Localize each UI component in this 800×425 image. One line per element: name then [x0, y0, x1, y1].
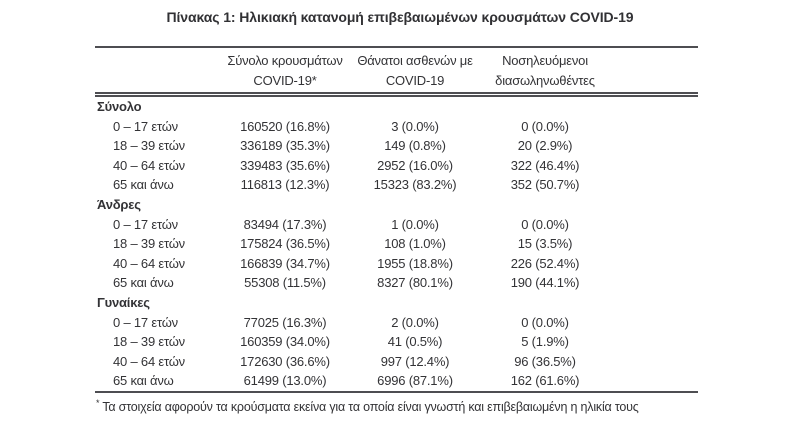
cases-cell: 339483 (35.6%)	[240, 157, 330, 173]
cases-cell: 83494 (17.3%)	[243, 216, 327, 232]
deaths-cell: 149 (0.8%)	[384, 138, 446, 154]
deaths-cell: 2952 (16.0%)	[377, 157, 453, 173]
deaths-cell: 41 (0.5%)	[387, 334, 443, 350]
table-row	[95, 215, 698, 235]
table-row	[95, 273, 698, 293]
cases-cell: 160520 (16.8%)	[240, 118, 330, 134]
page-title: Πίνακας 1: Ηλικιακή κατανομή επιβεβαιωμένων κρουσμάτων COVID-19	[166, 9, 634, 25]
intubated-cell: 0 (0.0%)	[521, 216, 569, 232]
table-row	[95, 371, 698, 392]
deaths-cell: 15323 (83.2%)	[373, 177, 457, 193]
age-cell: 40 – 64 ετών	[113, 255, 185, 271]
header-deaths-line1: Θάνατοι ασθενών με	[357, 53, 473, 68]
table-row	[95, 117, 698, 137]
section-header-row	[95, 195, 698, 215]
age-cell: 65 και άνω	[113, 373, 174, 389]
age-cell: 0 – 17 ετών	[113, 314, 178, 330]
header-total-cases-line2: COVID-19*	[253, 72, 317, 88]
filler-cell	[615, 136, 698, 156]
header-filler-cell	[615, 47, 698, 95]
deaths-cell: 1 (0.0%)	[391, 216, 439, 232]
table-row	[95, 136, 698, 156]
header-deaths-line2: COVID-19	[385, 72, 445, 88]
header-deaths	[355, 47, 475, 95]
filler-cell	[615, 215, 698, 235]
age-cell: 40 – 64 ετών	[113, 157, 185, 173]
footnote	[96, 398, 800, 414]
header-intubated	[475, 47, 615, 95]
filler-cell	[615, 273, 698, 293]
table-row	[95, 332, 698, 352]
table-body	[95, 95, 698, 392]
intubated-cell: 5 (1.9%)	[521, 334, 569, 350]
cases-cell: 160359 (34.0%)	[240, 334, 330, 350]
cases-cell: 55308 (11.5%)	[244, 275, 326, 291]
filler-cell	[615, 117, 698, 137]
deaths-cell: 108 (1.0%)	[384, 236, 446, 252]
header-total-cases-line1: Σύνολο κρουσμάτων	[227, 53, 343, 68]
footnote-text: Τα στοιχεία αφορούν τα κρούσματα εκείνα για τα οποία είναι γνωστή και επιβεβαιωμένη η ηλικία τους	[102, 400, 639, 415]
deaths-cell: 1955 (18.8%)	[377, 255, 453, 271]
table-row	[95, 313, 698, 333]
header-intubated-line1: Νοσηλευόμενοι	[502, 53, 588, 68]
age-cell: 18 – 39 ετών	[113, 334, 185, 350]
intubated-cell: 0 (0.0%)	[521, 314, 569, 330]
age-cell: 18 – 39 ετών	[113, 236, 185, 252]
age-cell: 18 – 39 ετών	[113, 138, 185, 154]
table-row	[95, 254, 698, 274]
filler-cell	[615, 332, 698, 352]
deaths-cell: 2 (0.0%)	[391, 314, 439, 330]
age-cell: 0 – 17 ετών	[113, 216, 178, 232]
header-total-cases	[215, 47, 355, 95]
age-cell: 65 και άνω	[113, 275, 174, 291]
intubated-cell: 190 (44.1%)	[510, 275, 580, 291]
intubated-cell: 96 (36.5%)	[514, 353, 576, 369]
filler-cell	[615, 313, 698, 333]
deaths-cell: 997 (12.4%)	[380, 353, 450, 369]
header-row	[95, 47, 698, 95]
header-empty-cell	[95, 47, 215, 95]
filler-cell	[615, 352, 698, 372]
table-row	[95, 352, 698, 372]
section-header-row	[95, 95, 698, 117]
intubated-cell: 226 (52.4%)	[510, 255, 580, 271]
filler-cell	[615, 175, 698, 195]
table-row	[95, 234, 698, 254]
deaths-cell: 6996 (87.1%)	[377, 373, 453, 389]
age-cell: 65 και άνω	[113, 177, 174, 193]
cases-cell: 175824 (36.5%)	[240, 236, 330, 252]
cases-cell: 336189 (35.3%)	[240, 138, 330, 154]
intubated-cell: 162 (61.6%)	[510, 373, 580, 389]
cases-cell: 77025 (16.3%)	[243, 314, 327, 330]
filler-cell	[615, 254, 698, 274]
intubated-cell: 322 (46.4%)	[510, 157, 580, 173]
cases-cell: 172630 (36.6%)	[240, 353, 330, 369]
age-cell: 40 – 64 ετών	[113, 353, 185, 369]
table-row	[95, 156, 698, 176]
table-row	[95, 175, 698, 195]
footnote-marker: *	[96, 397, 100, 408]
section-label: Άνδρες	[97, 196, 141, 212]
intubated-cell: 0 (0.0%)	[521, 118, 569, 134]
section-label: Γυναίκες	[97, 294, 150, 310]
intubated-cell: 15 (3.5%)	[517, 236, 573, 252]
filler-cell	[615, 156, 698, 176]
filler-cell	[615, 234, 698, 254]
filler-cell	[615, 371, 698, 392]
intubated-cell: 352 (50.7%)	[510, 177, 580, 193]
cases-cell: 61499 (13.0%)	[243, 373, 327, 389]
section-header-row	[95, 293, 698, 313]
age-cell: 0 – 17 ετών	[113, 118, 178, 134]
intubated-cell: 20 (2.9%)	[517, 138, 573, 154]
deaths-cell: 8327 (80.1%)	[377, 275, 453, 291]
section-label: Σύνολο	[97, 99, 142, 114]
header-intubated-line2: διασωληνωθέντες	[495, 72, 595, 88]
cases-cell: 116813 (12.3%)	[240, 177, 330, 193]
cases-cell: 166839 (34.7%)	[240, 255, 330, 271]
deaths-cell: 3 (0.0%)	[391, 118, 439, 134]
covid-age-table	[95, 46, 698, 393]
